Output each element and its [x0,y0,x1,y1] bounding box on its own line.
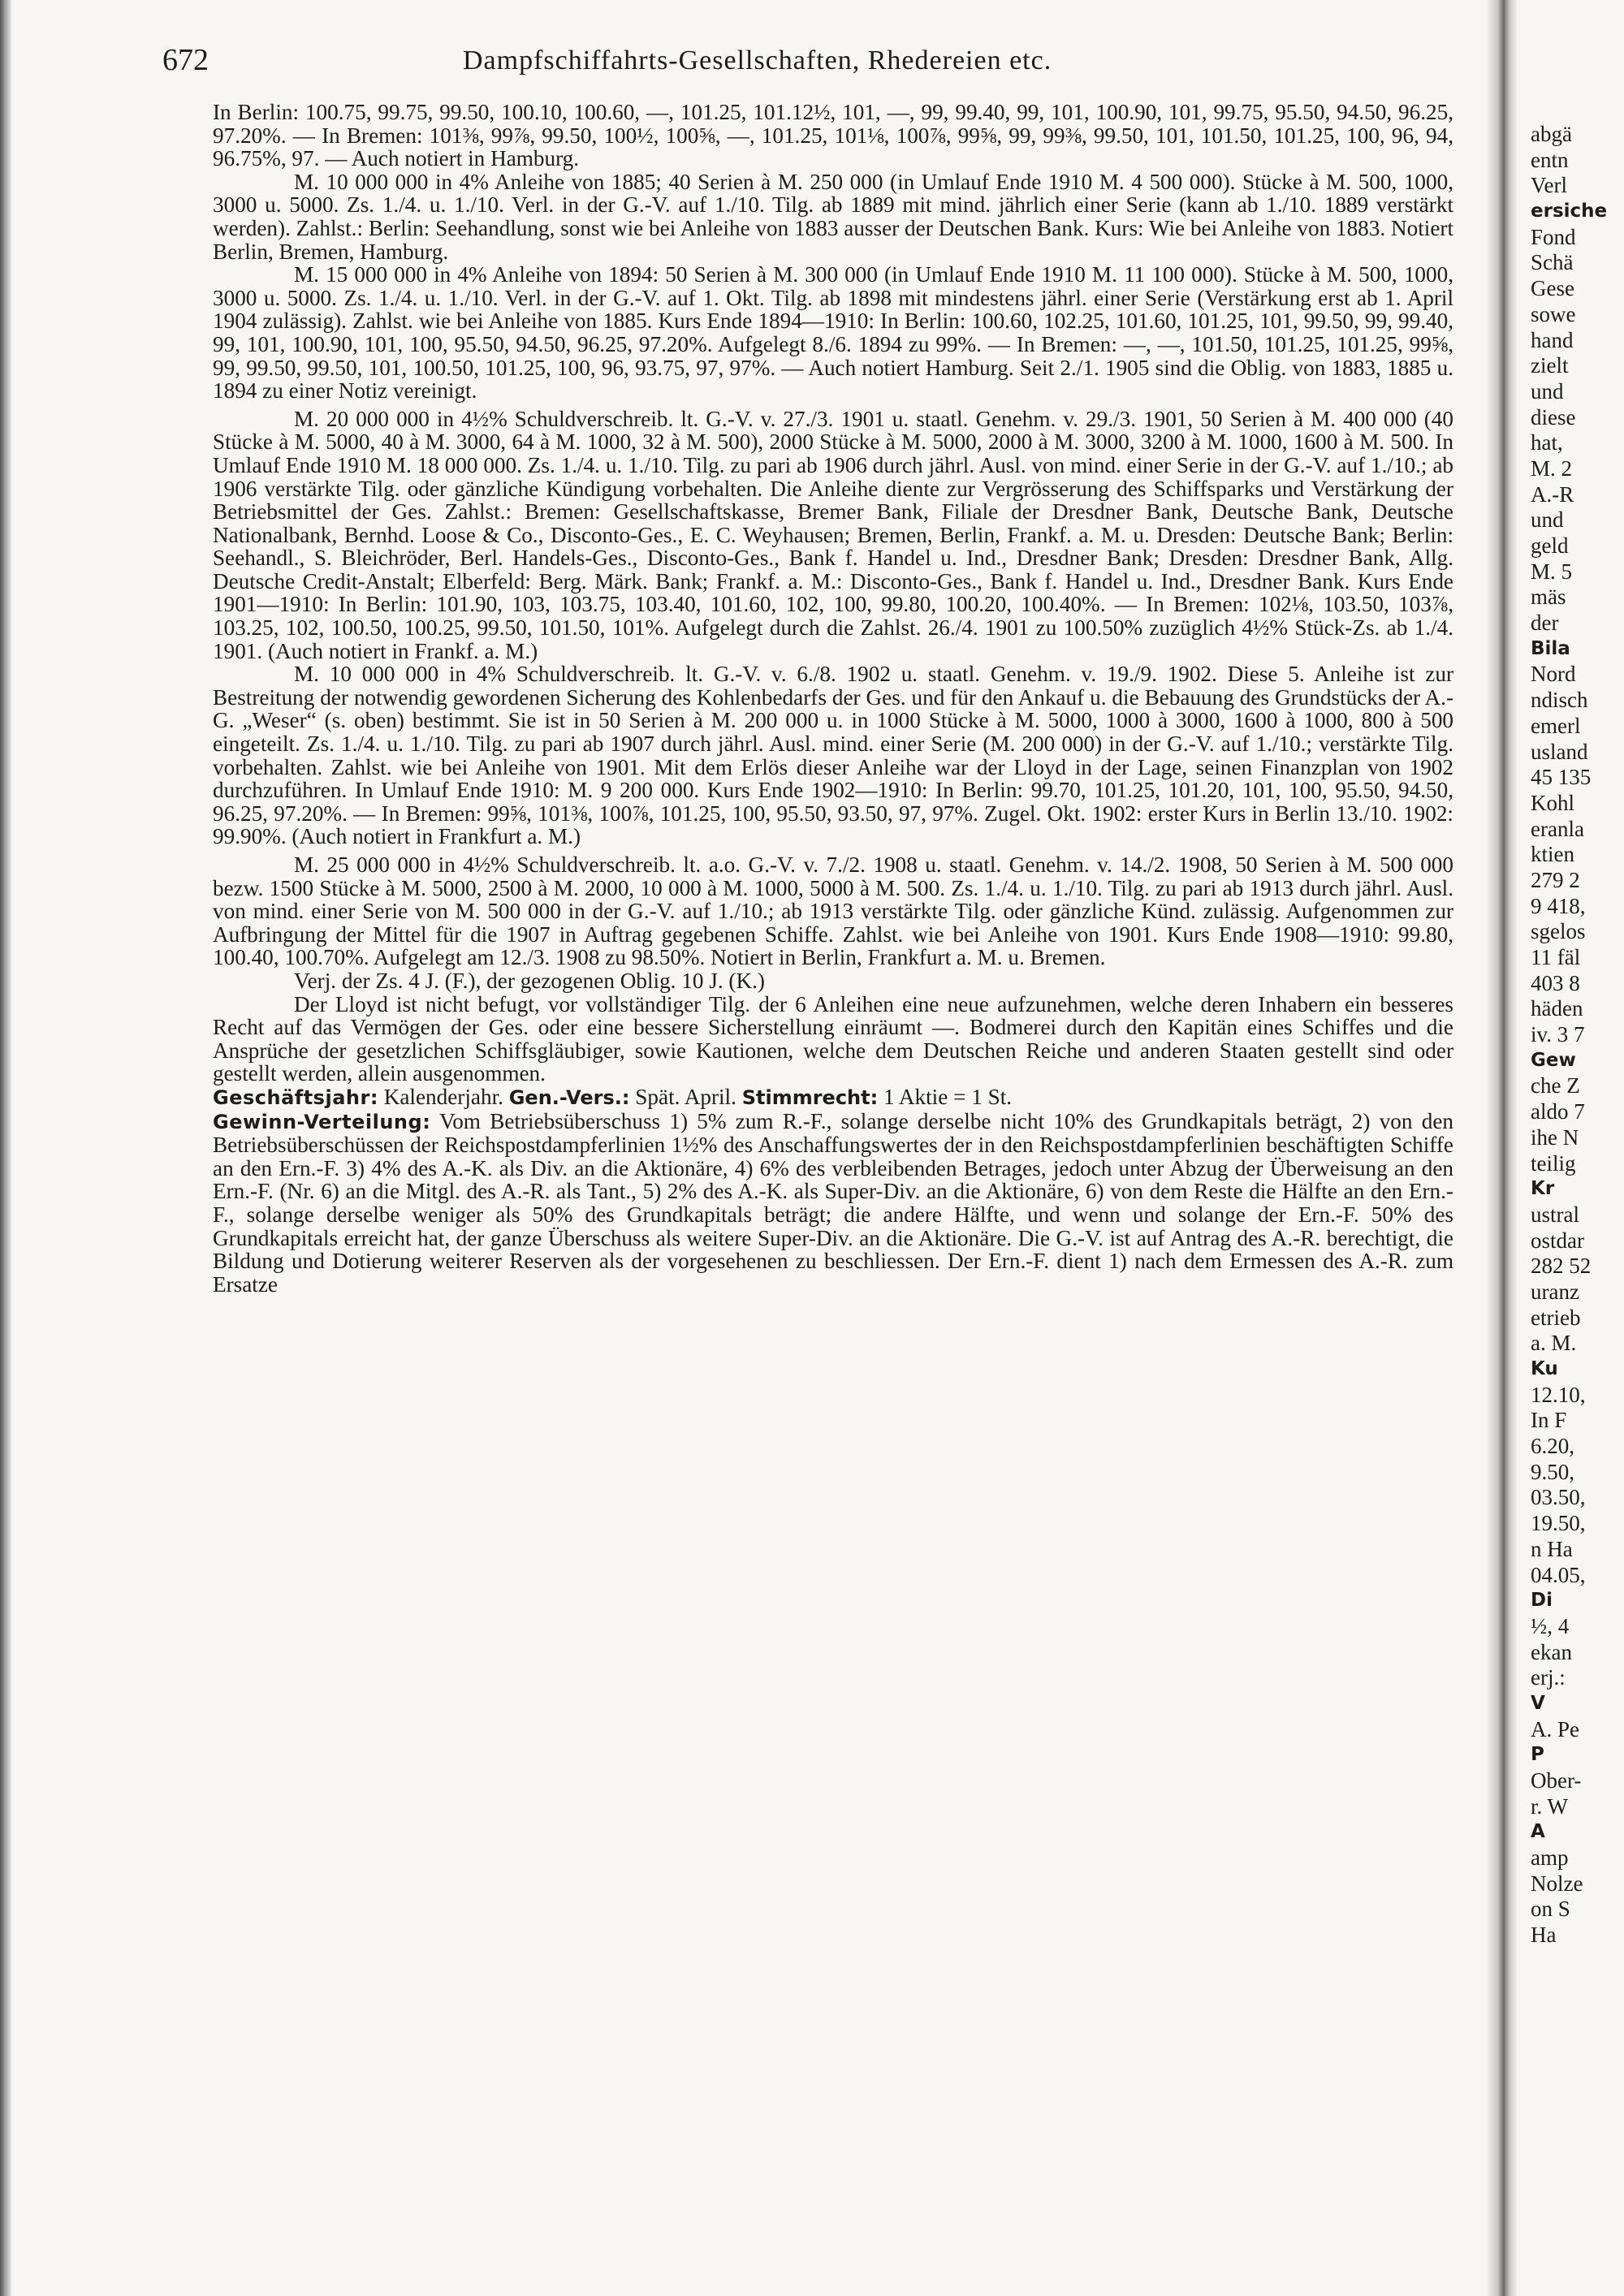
adjacent-page-line: 12.10, [1531,1382,1586,1407]
adjacent-page-line: 279 2 [1531,867,1580,892]
page-number: 672 [162,43,209,77]
adjacent-page-line: geld [1531,533,1569,558]
adjacent-page-line: Ha [1531,1923,1557,1948]
adjacent-page-line: 45 135 [1531,765,1592,790]
adjacent-page-line: A [1531,1821,1545,1843]
geschaeftsjahr-row [213,1085,1453,1110]
adjacent-page-line: eranla [1531,816,1584,841]
paragraph-anleihe-1902: M. 10 000 000 in 4% Schuldverschreib. lt. G.-V. v. 6./8. 1902 u. staatl. Genehm. v. 19./9. 1902. Diese 5. Anleihe ist zur Bestreitung der notwendig gewordenen Sicherung des Kohlenbedarfs der Ges. und für den Ankauf u. die Bebauung des Grundstücks der A.-G. „Weser“ (s. oben) bestimmt. Sie ist in 50 Serien à M. 200 000 u. in 1000 Stücke à M. 5000, 1000 à 3000, 1600 à 1000, 800 à 500 eingeteilt. Zs. 1./4. u. 1./10. Tilg. zu pari ab 1907 durch jährl. Ausl. mind. einer Serie (M. 200 000) in der G.-V. auf 1./10.; verstärkte Tilg. vorbehalten. Zahlst. wie bei Anleihe von 1901. Mit dem Erlös dieser Anleihe war der Lloyd in der Lage, seinen Finanzplan von 1902 durchzuführen. In Umlauf Ende 1910: M. 9 200 000. Kurs Ende 1902—1910: In Berlin: 99.70, 101.25, 101.20, 101, 100, 95.50, 94.50, 96.25, 97.20%. — In Bremen: 99⅝, 101⅜, 100⅞, 101.25, 100, 95.50, 93.50, 97, 97%. Zugel. Okt. 1902: erster Kurs in Berlin 13./10. 1902: 99.90%. (Auch notiert in Frankfurt a. M.) [213,662,1453,849]
adjacent-page-line: zielt [1531,353,1569,378]
adjacent-page-line: hand [1531,327,1574,352]
adjacent-page-line: ihe N [1531,1124,1579,1150]
adjacent-page-line: und [1531,378,1564,404]
adjacent-page-line: erj.: [1531,1665,1566,1690]
adjacent-page-line: 9 418, [1531,893,1586,918]
adjacent-page-line: emerl [1531,713,1581,738]
adjacent-page-line: Nolze [1531,1871,1583,1896]
adjacent-page-line: iv. 3 7 [1531,1022,1585,1047]
paragraph-kurs-1883: In Berlin: 100.75, 99.75, 99.50, 100.10, 100.60, —, 101.25, 101.12½, 101, —, 99, 99.40, 99, 101, 100.90, 101, 99.75, 95.50, 94.50, 96.25, 97.20%. — In Bremen: 101⅜, 99⅞, 99.50, 100½, 100⅝, —, 101.25, 101⅛, 100⅞, 99⅝, 99, 99⅜, 99.50, 101, 101.50, 101.25, 100, 96, 94, 96.75%, 97. — Auch notiert in Hamburg. [213,100,1453,171]
adjacent-page-line: 11 fäl [1531,945,1581,969]
gen-vers-heading: Gen.-Vers.: [508,1085,630,1109]
adjacent-page-line: V [1531,1692,1545,1714]
adjacent-page-line: 9.50, [1531,1459,1574,1484]
page-edge-shadow [0,0,11,2296]
adjacent-page-line: ostdar [1531,1228,1584,1253]
gewinn-verteilung-heading: Gewinn-Verteilung: [213,1110,431,1133]
adjacent-page-line: der [1531,611,1559,636]
adjacent-page-line: ekan [1531,1639,1572,1664]
adjacent-page-line: amp [1531,1845,1569,1871]
adjacent-page-line: häden [1531,996,1583,1021]
adjacent-page-line: Kohl [1531,790,1574,815]
gen-vers-text: Spät. April. [635,1084,736,1109]
gewinn-verteilung-text: Vom Betriebsüberschuss 1) 5% zum R.-F., solange derselbe nicht 10% des Grundkapitals beträgt, 2) von den Betriebsüberschüssen der Reichspostdampferlinien 1½% des Anschaffungswertes der in den Reichspostdampferlinien beschäftigten Schiffe an den Ern.-F. 3) 4% des A.-K. als Div. an die Aktionäre, 4) 6% des verbleibenden Betrages, jedoch unter Abzug der Überweisung an den Ern.-F. (Nr. 6) an die Mitgl. des A.-R. als Tant., 5) 2% des A.-K. als Super-Div. an die Aktionäre, 6) von dem Reste die Hälfte an den Ern.-F., solange derselbe weniger als 50% des Grundkapitals beträgt; die andere Hälfte, und wenn und solange der Ern.-F. 50% des Grundkapitals erreicht hat, der ganze Überschuss als weitere Super-Div. an die Aktionäre. Die G.-V. ist auf Antrag des A.-R. berechtigt, die Bildung und Dotierung weiterer Reserven als der vorgesehenen zu beschliessen. Der Ern.-F. dient 1) nach dem Ermessen des A.-R. zum Ersatze [213,1108,1453,1297]
adjacent-page-line: ersiche [1531,201,1608,222]
adjacent-page-line: Ober- [1531,1768,1582,1793]
adjacent-page-line: uranz [1531,1279,1579,1304]
adjacent-page-line: P [1531,1744,1544,1766]
stimmrecht-heading: Stimmrecht: [741,1085,879,1109]
adjacent-page-line: Di [1531,1590,1553,1612]
adjacent-page-line: ustral [1531,1202,1579,1227]
geschaeftsjahr-heading: Geschäftsjahr: [213,1085,378,1109]
book-gutter [1488,0,1517,2296]
adjacent-page-line: ktien [1531,842,1574,867]
adjacent-page-line: Ku [1531,1358,1558,1379]
adjacent-page-line: entn [1531,147,1569,172]
adjacent-page-line: sowe [1531,301,1576,326]
adjacent-page-line: mäs [1531,585,1566,610]
adjacent-page-line: Nord [1531,662,1576,687]
adjacent-page-line: und [1531,507,1564,533]
adjacent-page-line: Kr [1531,1178,1555,1200]
adjacent-page-line: Bila [1531,637,1570,659]
adjacent-page-line: teilig [1531,1150,1576,1176]
adjacent-page-line: etrieb [1531,1305,1581,1330]
adjacent-page-line: hat, [1531,430,1563,455]
paragraph-lloyd-befugnis: Der Lloyd ist nicht befugt, vor vollständiger Tilg. der 6 Anleihen eine neue aufzunehmen, welche deren Inhabern ein besseres Recht auf das Vermögen der Ges. oder eine bessere Sicherstellung einräumt —. Bodmerei durch den Kapitän eines Schiffes und die Ansprüche der gesetzlichen Schiffsgläubiger, sowie Kautionen, welche dem Deutschen Reiche und anderen Staaten gestellt sind oder gestellt werden, allein ausgenommen. [213,991,1453,1086]
paragraph-anleihe-1901: M. 20 000 000 in 4½% Schuldverschreib. lt. G.-V. v. 27./3. 1901 u. staatl. Genehm. v. 29./3. 1901, 50 Serien à M. 400 000 (40 Stücke à M. 5000, 40 à M. 3000, 64 à M. 1000, 32 à M. 500), 2000 Stücke à M. 5000, 2000 à M. 3000, 3200 à M. 1000, 1600 à M. 500. In Umlauf Ende 1910 M. 18 000 000. Zs. 1./4. u. 1./10. Tilg. zu pari ab 1906 durch jährl. Ausl. von mind. einer Serie in der G.-V. auf 1./10.; ab 1906 verstärkte Tilg. oder gänzliche Kündigung vorbehalten. Die Anleihe diente zur Vergrösserung des Schiffsparks und Verstärkung der Betriebsmittel der Ges. Zahlst.: Bremen: Gesellschaftskasse, Bremer Bank, Filiale der Dresdner Bank, Deutsche Bank, Deutsche Nationalbank, Bernhd. Loose & Co., Disconto-Ges., E. C. Weyhausen; Bremen, Berlin, Frankf. a. M. u. Dresden: Deutsche Bank; Berlin: Seehandl., S. Bleichröder, Berl. Handels-Ges., Disconto-Ges., Bank f. Handel u. Ind., Dresdner Bank; Dresden: Dresdner Bank, Allg. Deutsche Credit-Anstalt; Elberfeld: Berg. Märk. Bank; Frankf. a. M.: Disconto-Ges., Bank f. Handel u. Ind., Dresdner Bank. Kurs Ende 1901—1910: In Berlin: 101.90, 103, 103.75, 103.40, 101.60, 102, 100, 99.80, 100.20, 100.40%. — In Bremen: 102⅛, 103.50, 103⅞, 103.25, 102, 100.50, 100.25, 99.50, 101.50, 101%. Aufgelegt durch die Zahlst. 26./4. 1901 zu 100.50% zuzüglich 4½% Stück-Zs. ab 1./4. 1901. (Auch notiert in Frankf. a. M.) [213,406,1453,663]
paragraph-anleihe-1885: M. 10 000 000 in 4% Anleihe von 1885; 40 Serien à M. 250 000 (in Umlauf Ende 1910 M. 4 500 000). Stücke à M. 500, 1000, 3000 u. 5000. Zs. 1./4. u. 1./10. Verl. in der G.-V. auf 1./10. Tilg. ab 1889 mit mind. jährlich einer Serie (kann ab 1./10. 1889 verstärkt werden). Zahlst.: Berlin: Seehandlung, sonst wie bei Anleihe von 1883 ausser der Deutschen Bank. Kurs: Wie bei Anleihe von 1883. Notiert Berlin, Bremen, Hamburg. [213,169,1453,264]
adjacent-page-line: 6.20, [1531,1434,1574,1459]
adjacent-page-line: sgelos [1531,919,1586,944]
paragraph-anleihe-1894: M. 15 000 000 in 4% Anleihe von 1894: 50 Serien à M. 300 000 (in Umlauf Ende 1910 M. 11 100 000). Stücke à M. 500, 1000, 3000 u. 5000. Zs. 1./4. u. 1./10. Verl. in der G.-V. auf 1. Okt. Tilg. ab 1898 mit mindestens jährl. einer Serie (Verstärkung erst ab 1. April 1904 zulässig). Zahlst. wie bei Anleihe von 1885. Kurs Ende 1894—1910: In Berlin: 100.60, 102.25, 101.60, 101.25, 101, 99.50, 99, 99.40, 99, 101, 100.90, 101, 100, 95.50, 94.50, 96.25, 97.20%. Aufgelegt 8./6. 1894 zu 99%. — In Bremen: —, —, 101.50, 101.25, 101.25, 99⅝, 99, 99.50, 99.50, 101, 100.50, 101.25, 100, 96, 93.75, 97, 97%. — Auch notiert Hamburg. Seit 2./1. 1905 sind die Oblig. von 1883, 1885 u. 1894 zu einer Notiz vereinigt. [213,262,1453,404]
adjacent-page-line: on S [1531,1897,1570,1922]
adjacent-page-line: Fond [1531,224,1576,249]
adjacent-page-line: r. W [1531,1793,1568,1819]
gewinn-verteilung-row [213,1110,1453,1297]
adjacent-page-line: A.-R [1531,481,1574,507]
adjacent-page-line: a. M. [1531,1331,1577,1356]
adjacent-page-line: Schä [1531,250,1574,275]
adjacent-page-line: M. 2 [1531,455,1573,481]
adjacent-page-line: usland [1531,739,1588,764]
adjacent-page-line: 282 52 [1531,1254,1592,1279]
adjacent-page-line: In F [1531,1408,1567,1433]
adjacent-page-line: 03.50, [1531,1485,1586,1510]
stimmrecht-text: 1 Aktie = 1 St. [883,1084,1013,1109]
adjacent-page-line: che Z [1531,1073,1580,1098]
adjacent-page-line: ½, 4 [1531,1613,1570,1638]
adjacent-page-line: 04.05, [1531,1562,1586,1587]
adjacent-page-line: A. Pe [1531,1716,1579,1741]
adjacent-page-line: Gese [1531,276,1574,301]
running-head: Dampfschiffahrts-Gesellschaften, Rhedereien etc. [463,45,1052,76]
adjacent-page-line: Verl [1531,173,1567,198]
adjacent-page-line: abgä [1531,122,1572,146]
paragraph-anleihe-1908: M. 25 000 000 in 4½% Schuldverschreib. lt. a.o. G.-V. v. 7./2. 1908 u. staatl. Genehm. v. 14./2. 1908, 50 Serien à M. 500 000 bezw. 1500 Stücke à M. 5000, 2500 à M. 2000, 10 000 à M. 1000, 5000 à M. 500. Zs. 1./4. u. 1./10. Tilg. zu pari ab 1913 durch jährl. Ausl. von mind. einer Serie von M. 500 000 in der G.-V. auf 1./10.; ab 1913 verstärkte Tilg. oder gänzliche Künd. zulässig. Aufgenommen zur Aufbringung der Mittel für die 1907 in Auftrag gegebenen Schiffe. Zahlst. wie bei Anleihe von 1901. Kurs Ende 1908—1910: 99.80, 100.40, 100.70%. Aufgelegt am 12./3. 1908 zu 98.50%. Notiert in Berlin, Frankfurt a. M. u. Bremen. [213,852,1453,970]
paragraph-verjaehrung: Verj. der Zs. 4 J. (F.), der gezogenen Oblig. 10 J. (K.) [294,968,765,993]
adjacent-page-line: n Ha [1531,1536,1573,1561]
geschaeftsjahr-text: Kalenderjahr. [383,1084,503,1109]
adjacent-page-line: aldo 7 [1531,1099,1585,1124]
adjacent-page-line: M. 5 [1531,559,1573,584]
adjacent-page-line: ndisch [1531,688,1588,713]
adjacent-page-line: 403 8 [1531,970,1580,995]
page-header [162,39,1462,88]
adjacent-page-line: Gew [1531,1049,1576,1071]
adjacent-page-fragment [1531,122,1624,2273]
adjacent-page-line: 19.50, [1531,1511,1586,1536]
main-text-column [213,101,1453,1296]
adjacent-page-line: diese [1531,404,1576,429]
